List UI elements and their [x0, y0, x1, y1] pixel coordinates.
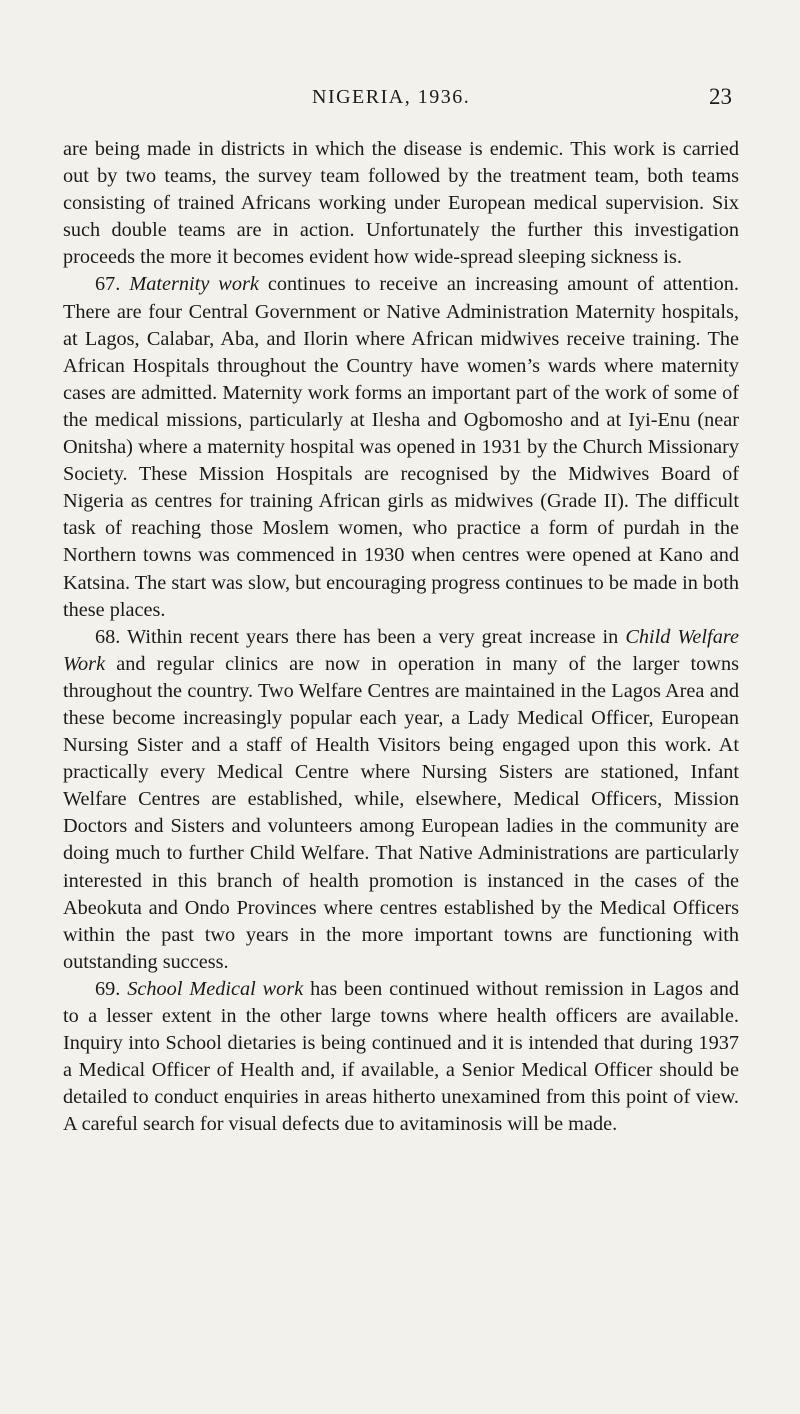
body-text	[63, 136, 739, 1138]
paragraph-number: 69.	[95, 977, 121, 1000]
paragraph-lead-text: Within recent years there has been a very great increase in	[126, 625, 619, 648]
paragraph-text: has been continued without remission in Lagos and to a lesser extent in the other large towns where health officers are available. Inquiry into School dietaries is being continued and it is intended that during 1937 a Medical Officer of Health and, if available, a Senior Medical Officer should be detailed to conduct enquiries in areas hitherto unexamined from this point of view. A careful search for visual defects due to avitaminosis will be made.	[63, 977, 739, 1136]
paragraph-text: and regular clinics are now in operation in many of the larger towns throughout the country. Two Welfare Centres are maintained in the Lagos Area and these become increasingly popular each year, a Lady Medical Officer, European Nursing Sister and a staff of Health Visitors being engaged upon this work. At practically every Medical Centre where Nursing Sisters are stationed, Infant Welfare Centres are established, while, elsewhere, Medical Officers, Mission Doctors and Sisters and volunteers among European ladies in the community are doing much to further Child Welfare. That Native Administrations are particularly interested in this branch of health promotion is instanced in the cases of the Abeokuta and Ondo Provinces where centres established by the Medical Officers within the past two years in the more important towns are functioning with outstanding success.	[63, 652, 739, 973]
paragraph-text: are being made in districts in which the disease is endemic. This work is carried out by two teams, the survey team followed by the treatment team, both teams consisting of trained Africans working under European medical supervision. Six such double teams are in action. Unfortunately the further this investigation proceeds the more it becomes evident how wide-spread sleeping sickness is.	[63, 138, 739, 269]
paragraph-67	[63, 271, 739, 623]
paragraph-number: 67.	[95, 273, 121, 296]
paragraph-number: 68.	[95, 625, 121, 648]
paragraph-69	[63, 976, 739, 1139]
section-heading-school-medical-work: School Medical work	[127, 977, 304, 1000]
section-heading-maternity-work: Maternity work	[129, 273, 259, 296]
running-header	[312, 86, 732, 116]
paragraph-68	[63, 624, 739, 976]
page-number: 23	[709, 84, 732, 109]
section-heading-child-welfare-work: Child Welfare Work	[63, 625, 739, 675]
paragraph-continued	[63, 136, 739, 271]
paragraph-text: continues to receive an increasing amount of attention. There are four Central Government or Native Administration Maternity hospitals, at Lagos, Calabar, Aba, and Ilorin where African midwives receive training. The African Hospitals throughout the Country have women’s wards where maternity cases are admitted. Maternity work forms an important part of the work of some of the medical missions, particularly at Ilesha and Ogbomosho and at Iyi-Enu (near Onitsha) where a maternity hospital was opened in 1931 by the Church Missionary Society. These Mission Hospitals are recognised by the Midwives Board of Nigeria as centres for training African girls as midwives (Grade II). The difficult task of reaching those Moslem women, who practice a form of purdah in the Northern towns was commenced in 1930 when centres were opened at Kano and Katsina. The start was slow, but encouraging progress continues to be made in both these places.	[63, 273, 740, 621]
running-title: NIGERIA, 1936.	[312, 86, 471, 108]
